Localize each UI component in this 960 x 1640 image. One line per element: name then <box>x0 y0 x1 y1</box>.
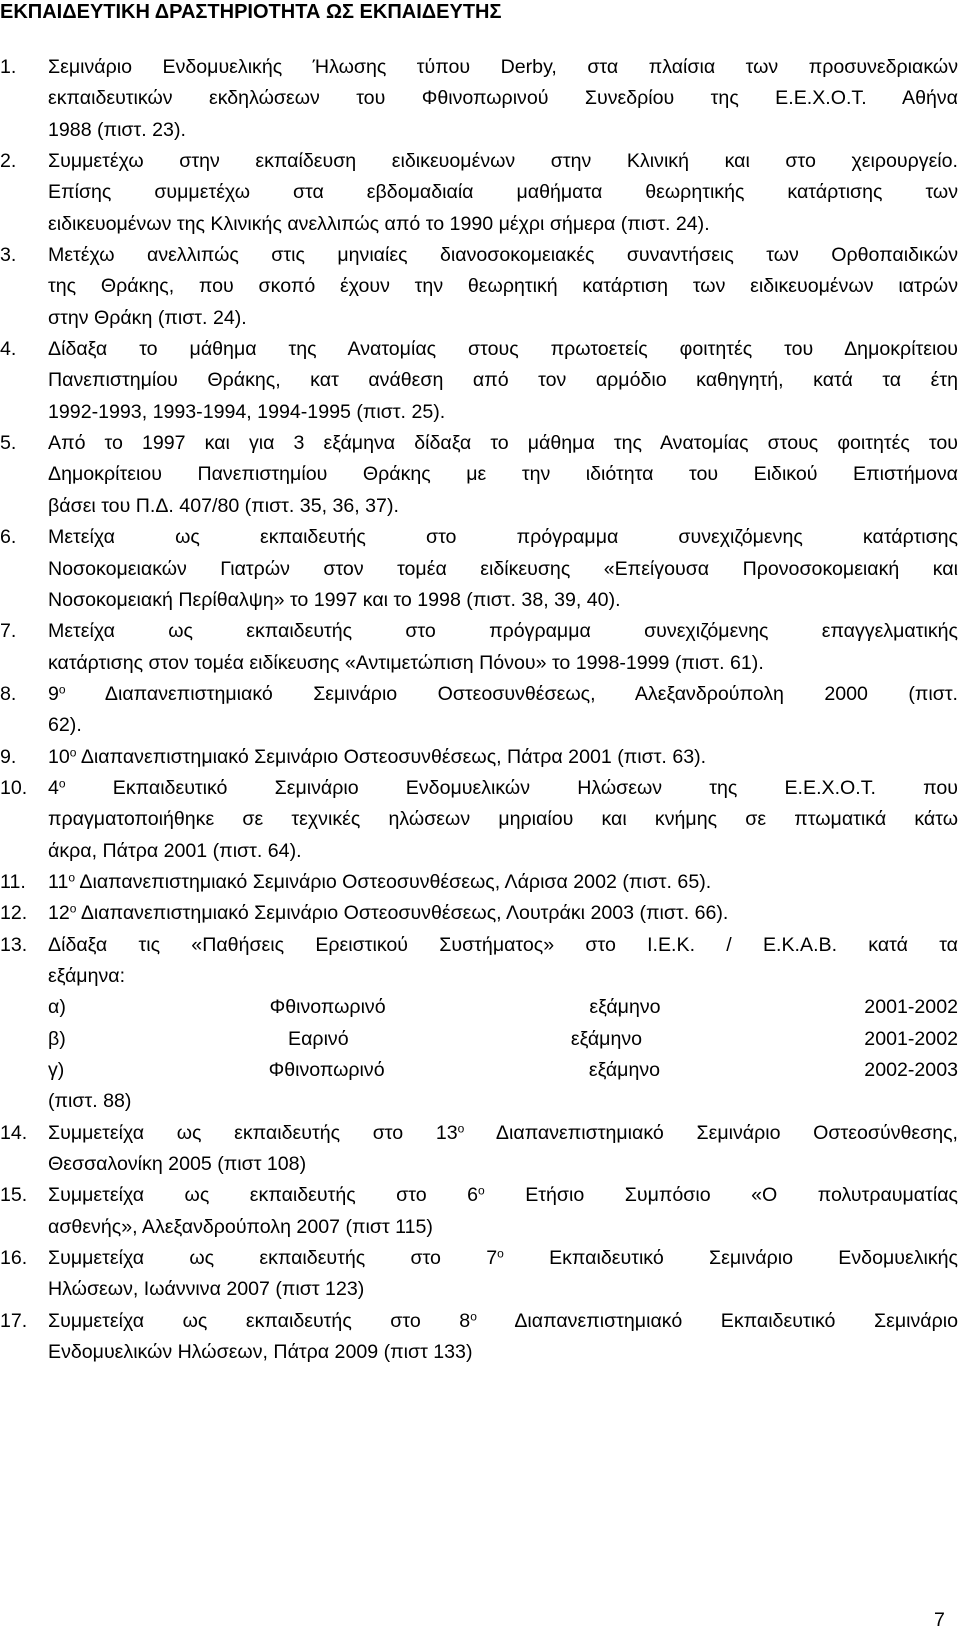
item-line: κατάρτισης στον τομέα ειδίκευσης «Αντιμετώπιση Πόνου» το 1998-1999 (πιστ. 61). <box>48 651 764 674</box>
item-prefix: Συμμετείχα ως εκπαιδευτής στο 7 <box>48 1247 498 1270</box>
item-prefix: 11 <box>48 870 69 893</box>
item-prefix: 10 <box>48 745 70 768</box>
ordinal-superscript: ο <box>58 682 66 697</box>
list-item <box>0 867 960 898</box>
ordinal-superscript: ο <box>457 1121 465 1136</box>
item-line: 1992-1993, 1993-1994, 1994-1995 (πιστ. 25). <box>48 400 446 423</box>
item-line: ειδικευομένων της Κλινικής ανελλιπώς από το 1990 μέχρι σήμερα (πιστ. 24). <box>48 212 710 235</box>
page-number: 7 <box>934 1609 945 1631</box>
item-number: 1. <box>0 56 17 78</box>
item-text: Διαπανεπιστημιακό Σεμινάριο Οστεοσυνθέσεως, Λουτράκι 2003 (πιστ. 66). <box>76 902 729 925</box>
item-line: εκπαιδευτικών εκδηλώσεων του Φθινοπωρινού Συνεδρίου της Ε.Ε.Χ.Ο.Τ. Αθήνα <box>48 87 958 110</box>
item-text: Εκπαιδευτικό Σεμινάριο Ενδομυελικής <box>503 1247 958 1270</box>
item-line: Θεσσαλονίκη 2005 (πιστ 108) <box>48 1153 307 1176</box>
list-item <box>0 898 960 929</box>
item-prefix: 12 <box>48 902 70 925</box>
item-line: β) Εαρινό εξάμηνο 2001-2002 <box>48 1027 958 1050</box>
item-number: 17. <box>0 1309 28 1332</box>
item-line: ασθενής», Αλεξανδρούπολη 2007 (πιστ 115) <box>48 1215 433 1238</box>
item-line: α) Φθινοπωρινό εξάμηνο 2001-2002 <box>48 996 958 1019</box>
item-number: 7. <box>0 620 17 643</box>
item-prefix: Συμμετείχα ως εκπαιδευτής στο 13 <box>48 1121 458 1144</box>
item-line: Νοσοκομειακή Περίθαλψη» το 1997 και το 1998 (πιστ. 38, 39, 40). <box>48 588 621 611</box>
item-number: 3. <box>0 244 17 267</box>
ordinal-superscript: ο <box>69 744 77 759</box>
item-text: Εκπαιδευτικό Σεμινάριο Ενδομυελικών Ηλώσεων της Ε.Ε.Χ.Ο.Τ. που <box>65 776 958 799</box>
item-line: 62). <box>48 714 82 737</box>
item-line: πραγματοποιήθηκε σε τεχνικές ηλώσεων μηριαίου και κνήμης σε πτωματικά κάτω <box>48 808 958 831</box>
list-item <box>0 742 960 773</box>
item-number: 6. <box>0 526 17 549</box>
item-line: άκρα, Πάτρα 2001 (πιστ. 64). <box>48 839 302 862</box>
item-text: Διαπανεπιστημιακό Σεμινάριο Οστεοσυνθέσεως, Πάτρα 2001 (πιστ. 63). <box>76 745 707 768</box>
item-prefix: Συμμετείχα ως εκπαιδευτής στο 6 <box>48 1184 479 1207</box>
list-item <box>0 1306 960 1369</box>
item-prefix: Συμμετείχα ως εκπαιδευτής στο 8 <box>48 1309 471 1332</box>
item-text: Διαπανεπιστημιακό Εκπαιδευτικό Σεμινάριο <box>476 1309 958 1332</box>
list-item <box>0 428 960 522</box>
item-line <box>48 679 958 710</box>
item-line: (πιστ. 88) <box>48 1090 132 1113</box>
item-line: Ηλώσεων, Ιωάννινα 2007 (πιστ 123) <box>48 1278 365 1301</box>
item-line: Από το 1997 και για 3 εξάμηνα δίδαξα το μάθημα της Ανατομίας στους φοιτητές του <box>48 432 958 455</box>
item-line: Ενδομυελικών Ηλώσεων, Πάτρα 2009 (πιστ 133) <box>48 1341 473 1364</box>
item-number: 5. <box>0 432 17 455</box>
item-line <box>48 1306 958 1337</box>
item-number: 4. <box>0 338 17 361</box>
list-item <box>0 1180 960 1243</box>
ordinal-superscript: ο <box>69 901 77 916</box>
item-number: 12. <box>0 902 28 925</box>
item-line: βάσει του Π.Δ. 407/80 (πιστ. 35, 36, 37). <box>48 494 399 517</box>
item-line <box>48 898 960 929</box>
list-item <box>0 52 960 146</box>
item-number: 10. <box>0 776 28 799</box>
item-line: γ) Φθινοπωρινό εξάμηνο 2002-2003 <box>48 1059 958 1081</box>
list-item <box>0 930 960 1118</box>
item-line: εξάμηνα: <box>48 964 126 987</box>
ordinal-superscript: ο <box>470 1309 477 1324</box>
item-text: Διαπανεπιστημιακό Σεμινάριο Οστεοσυνθέσεως, Αλεξανδρούπολη 2000 (πιστ. <box>65 682 958 705</box>
ordinal-superscript: ο <box>478 1183 485 1198</box>
item-prefix: 4 <box>48 776 59 799</box>
ordinal-superscript: ο <box>58 776 66 791</box>
item-prefix: 9 <box>48 682 59 705</box>
activity-list <box>0 52 960 1368</box>
item-line <box>48 1118 958 1149</box>
item-line: Μετείχα ως εκπαιδευτής στο πρόγραμμα συνεχιζόμενης κατάρτισης <box>48 526 958 549</box>
item-line: 1988 (πιστ. 23). <box>48 118 186 141</box>
list-item <box>0 146 960 240</box>
item-line: Δίδαξα τις «Παθήσεις Ερειστικού Συστήματος» στο Ι.Ε.Κ. / Ε.Κ.Α.Β. κατά τα <box>48 933 958 956</box>
item-line: Επίσης συμμετέχω στα εβδομαδιαία μαθήματα θεωρητικής κατάρτισης των <box>48 181 958 204</box>
item-line: Μετείχα ως εκπαιδευτής στο πρόγραμμα συνεχιζόμενης επαγγελματικής <box>48 620 958 643</box>
list-item <box>0 679 960 742</box>
list-item <box>0 773 960 867</box>
item-line: Νοσοκομειακών Γιατρών στον τομέα ειδίκευσης «Επείγουσα Προνοσοκομειακή και <box>48 557 958 580</box>
item-line <box>48 773 958 804</box>
item-text: Διαπανεπιστημιακό Σεμινάριο Οστεοσυνθέσεως, Λάρισα 2002 (πιστ. 65). <box>75 870 712 893</box>
list-item <box>0 334 960 428</box>
item-line: Δημοκρίτειου Πανεπιστημίου Θράκης με την ιδιότητα του Ειδικού Επιστήμονα <box>48 463 958 486</box>
item-number: 16. <box>0 1247 28 1270</box>
list-item <box>0 616 960 679</box>
ordinal-superscript: ο <box>68 870 76 885</box>
list-item <box>0 1118 960 1181</box>
item-line: Συμμετέχω στην εκπαίδευση ειδικευομένων στην Κλινική και στο χειρουργείο. <box>48 150 958 173</box>
item-number: 14. <box>0 1121 28 1144</box>
item-number: 8. <box>0 682 17 705</box>
item-number: 11. <box>0 870 26 893</box>
item-line: Σεμινάριο Ενδομυελικής Ήλωσης τύπου Derby, στα πλαίσια των προσυνεδριακών <box>48 56 958 78</box>
item-number: 15. <box>0 1184 28 1207</box>
list-item <box>0 1243 960 1306</box>
item-line <box>48 742 960 773</box>
item-line: Δίδαξα το μάθημα της Ανατομίας στους πρωτοετείς φοιτητές του Δημοκρίτειου <box>48 338 958 361</box>
item-line <box>48 1180 958 1211</box>
section-heading: ΕΚΠΑΙΔΕΥΤΙΚΗ ΔΡΑΣΤΗΡΙΟΤΗΤΑ ΩΣ ΕΚΠΑΙΔΕΥΤΗΣ <box>0 1 502 23</box>
item-line: Μετέχω ανελλιπώς στις μηνιαίες διανοσοκομειακές συναντήσεις των Ορθοπαιδικών <box>48 244 958 267</box>
item-text: Διαπανεπιστημιακό Σεμινάριο Οστεοσύνθεσης, <box>464 1121 958 1144</box>
item-line: στην Θράκη (πιστ. 24). <box>48 306 247 329</box>
item-line <box>48 867 960 898</box>
item-text: Ετήσιο Συμπόσιο «Ο πολυτραυματίας <box>484 1184 958 1207</box>
item-line: Πανεπιστημίου Θράκης, κατ ανάθεση από τον αρμόδιο καθηγητή, κατά τα έτη <box>48 369 958 392</box>
ordinal-superscript: ο <box>497 1246 504 1261</box>
list-item <box>0 522 960 616</box>
item-line <box>48 1243 958 1274</box>
list-item <box>0 240 960 334</box>
item-number: 13. <box>0 933 28 956</box>
item-number: 9. <box>0 745 17 768</box>
item-line: της Θράκης, που σκοπό έχουν την θεωρητική κατάρτιση των ειδικευομένων ιατρών <box>48 275 958 298</box>
item-number: 2. <box>0 150 17 173</box>
